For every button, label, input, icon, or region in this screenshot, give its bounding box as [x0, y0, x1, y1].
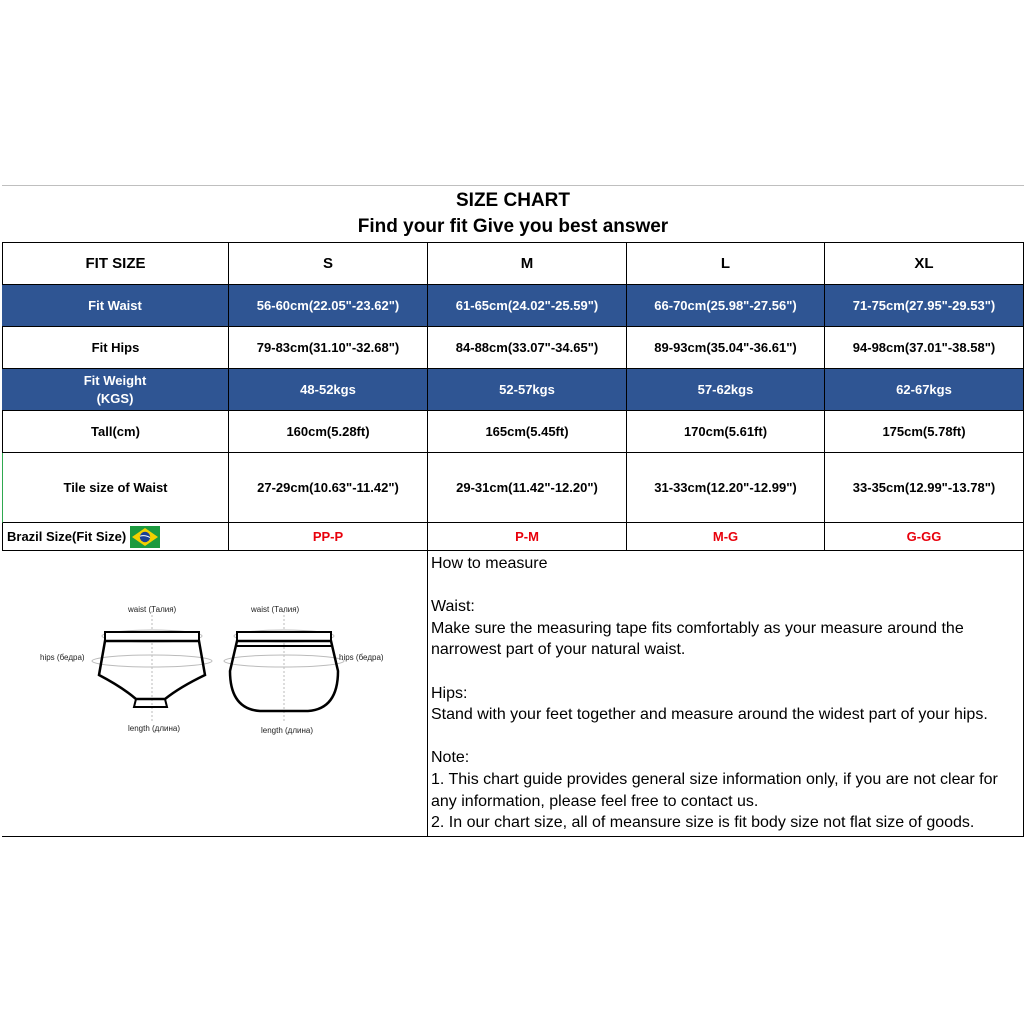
cell-tile-waist-l: 31-33cm(12.20"-12.99") — [627, 453, 825, 523]
cell-tall-s: 160cm(5.28ft) — [229, 411, 428, 453]
title-block — [2, 185, 1024, 243]
cell-fit-weight-xl: 62-67kgs — [825, 369, 1024, 411]
cell-fit-waist-l: 66-70cm(25.98"-27.56") — [627, 285, 825, 327]
hips-label-left: hips (бедра) — [40, 653, 85, 662]
row-label-tile-waist: Tile size of Waist — [2, 453, 229, 523]
cell-tall-xl: 175cm(5.78ft) — [825, 411, 1024, 453]
notes-hips-title: Hips: — [431, 684, 468, 702]
brazil-flag-icon — [130, 526, 160, 548]
row-label-fit-waist: Fit Waist — [2, 285, 229, 327]
cell-brazil-l: M-G — [627, 523, 825, 551]
length-label-right: length (длина) — [261, 726, 314, 735]
length-label-left: length (длина) — [128, 724, 181, 733]
cell-fit-hips-xl: 94-98cm(37.01"-38.58") — [825, 327, 1024, 369]
cell-fit-weight-l: 57-62kgs — [627, 369, 825, 411]
notes-note-2: 2. In our chart size, all of meansure size is fit body size not flat size of goods. — [431, 814, 975, 832]
row-label-brazil — [2, 523, 229, 551]
header-size-s: S — [229, 243, 428, 285]
measurement-illustration — [2, 551, 428, 837]
notes-note-1: 1. This chart guide provides general size information only, if you are not clear for any information, please feel free to contact us. — [431, 770, 1003, 810]
notes-hips-text: Stand with your feet together and measure around the widest part of your hips. — [431, 706, 988, 724]
cell-brazil-xl: G-GG — [825, 523, 1024, 551]
cell-brazil-m: P-M — [428, 523, 627, 551]
size-chart-sheet — [2, 185, 1024, 837]
cell-tall-m: 165cm(5.45ft) — [428, 411, 627, 453]
notes-note-title: Note: — [431, 749, 470, 767]
header-size-l: L — [627, 243, 825, 285]
cell-fit-hips-l: 89-93cm(35.04"-36.61") — [627, 327, 825, 369]
cell-tile-waist-s: 27-29cm(10.63"-11.42") — [229, 453, 428, 523]
header-size-m: M — [428, 243, 627, 285]
chart-title: SIZE CHART — [456, 190, 570, 211]
measure-notes — [428, 551, 1024, 837]
fit-weight-label-line2: (KGS) — [96, 390, 134, 406]
brief-front-icon — [92, 611, 212, 721]
chart-subtitle: Find your fit Give you best answer — [357, 216, 669, 237]
cell-brazil-s: PP-P — [229, 523, 428, 551]
header-fit-size: FIT SIZE — [2, 243, 229, 285]
notes-waist-text: Make sure the measuring tape fits comfortably as your measure around the narrowest part of your natural waist. — [431, 619, 969, 659]
cell-fit-hips-m: 84-88cm(33.07"-34.65") — [428, 327, 627, 369]
cell-tile-waist-m: 29-31cm(11.42"-12.20") — [428, 453, 627, 523]
notes-waist-title: Waist: — [431, 598, 475, 616]
waist-label-left: waist (Талия) — [128, 605, 177, 614]
cell-tall-l: 170cm(5.61ft) — [627, 411, 825, 453]
cell-fit-hips-s: 79-83cm(31.10"-32.68") — [229, 327, 428, 369]
cell-fit-weight-s: 48-52kgs — [229, 369, 428, 411]
briefs-diagram-icon — [2, 551, 428, 837]
fit-weight-label-line1: Fit Weight — [83, 372, 147, 388]
brief-back-icon — [224, 611, 344, 723]
brazil-label-text: Brazil Size(Fit Size) — [7, 528, 127, 544]
row-label-fit-weight — [2, 369, 229, 411]
cell-fit-waist-m: 61-65cm(24.02"-25.59") — [428, 285, 627, 327]
row-label-tall: Tall(cm) — [2, 411, 229, 453]
cell-fit-waist-xl: 71-75cm(27.95"-29.53") — [825, 285, 1024, 327]
cell-tile-waist-xl: 33-35cm(12.99"-13.78") — [825, 453, 1024, 523]
waist-label-right: waist (Талия) — [251, 605, 300, 614]
cell-fit-weight-m: 52-57kgs — [428, 369, 627, 411]
hips-label-right: hips (бедра) — [339, 653, 384, 662]
notes-heading: How to measure — [431, 555, 548, 572]
row-label-fit-hips: Fit Hips — [2, 327, 229, 369]
header-size-xl: XL — [825, 243, 1024, 285]
cell-fit-waist-s: 56-60cm(22.05"-23.62") — [229, 285, 428, 327]
